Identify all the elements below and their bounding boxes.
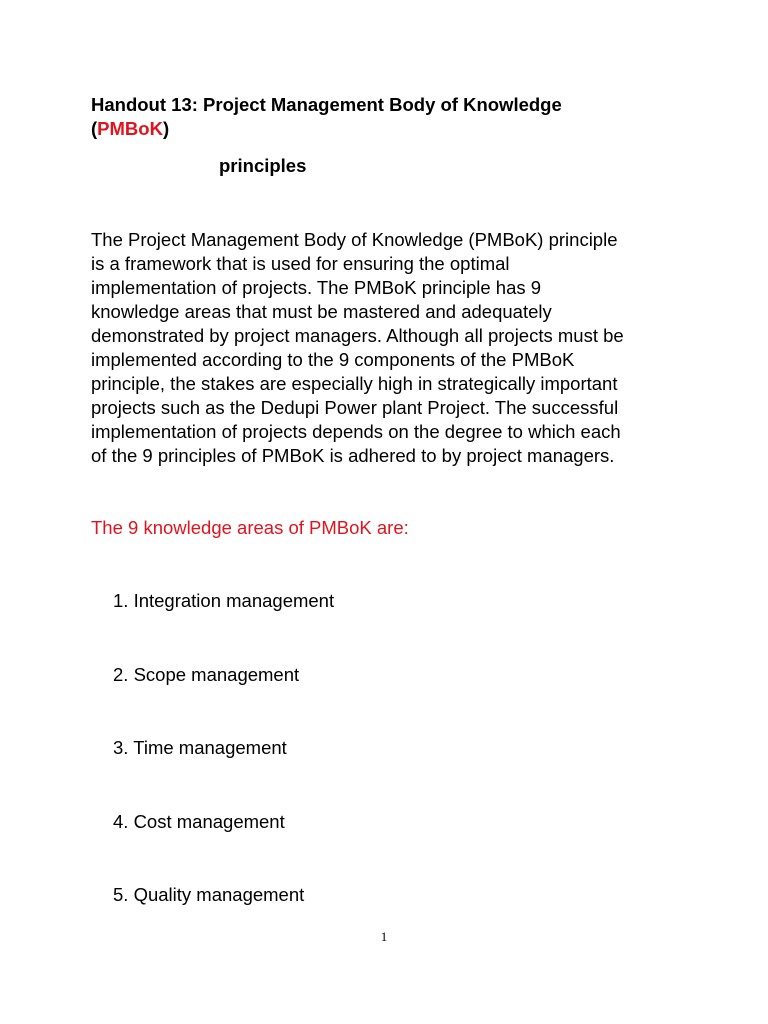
paragraph-line: implemented according to the 9 components of the PMBoK: [91, 349, 575, 370]
paragraph-line: principle, the stakes are especially high in strategically important: [91, 373, 618, 394]
knowledge-areas-list: [113, 589, 334, 957]
page-number: 1: [380, 929, 388, 944]
paragraph-line: of the 9 principles of PMBoK is adhered to by project managers.: [91, 445, 615, 466]
list-item-integration: 1. Integration management: [113, 590, 335, 611]
paragraph-line: projects such as the Dedupi Power plant Project. The successful: [91, 397, 619, 418]
intro-paragraph: [91, 228, 691, 468]
paragraph-line: implementation of projects. The PMBoK principle has 9: [91, 277, 542, 298]
paragraph-line: The Project Management Body of Knowledge (PMBoK) principle: [91, 229, 618, 250]
paragraph-line: is a framework that is used for ensuring the optimal: [91, 253, 510, 274]
knowledge-areas-heading: The 9 knowledge areas of PMBoK are:: [91, 517, 409, 538]
paragraph-line: knowledge areas that must be mastered and adequately: [91, 301, 552, 322]
title-open-paren: (: [91, 118, 98, 139]
document-subtitle: principles: [219, 155, 307, 176]
title-text: Handout 13: Project Management Body of Knowledge: [91, 94, 562, 115]
paragraph-line: implementation of projects depends on the degree to which each: [91, 421, 621, 442]
document-title: [91, 93, 691, 141]
paragraph-line: demonstrated by project managers. Although all projects must be: [91, 325, 624, 346]
list-item-scope: 2. Scope management: [113, 663, 300, 685]
title-close-paren: ): [162, 118, 170, 139]
list-item-time: 3. Time management: [113, 737, 287, 758]
title-acronym: PMBoK: [97, 118, 163, 139]
list-item-cost: 4. Cost management: [113, 810, 285, 832]
list-item-quality: 5. Quality management: [113, 884, 305, 905]
